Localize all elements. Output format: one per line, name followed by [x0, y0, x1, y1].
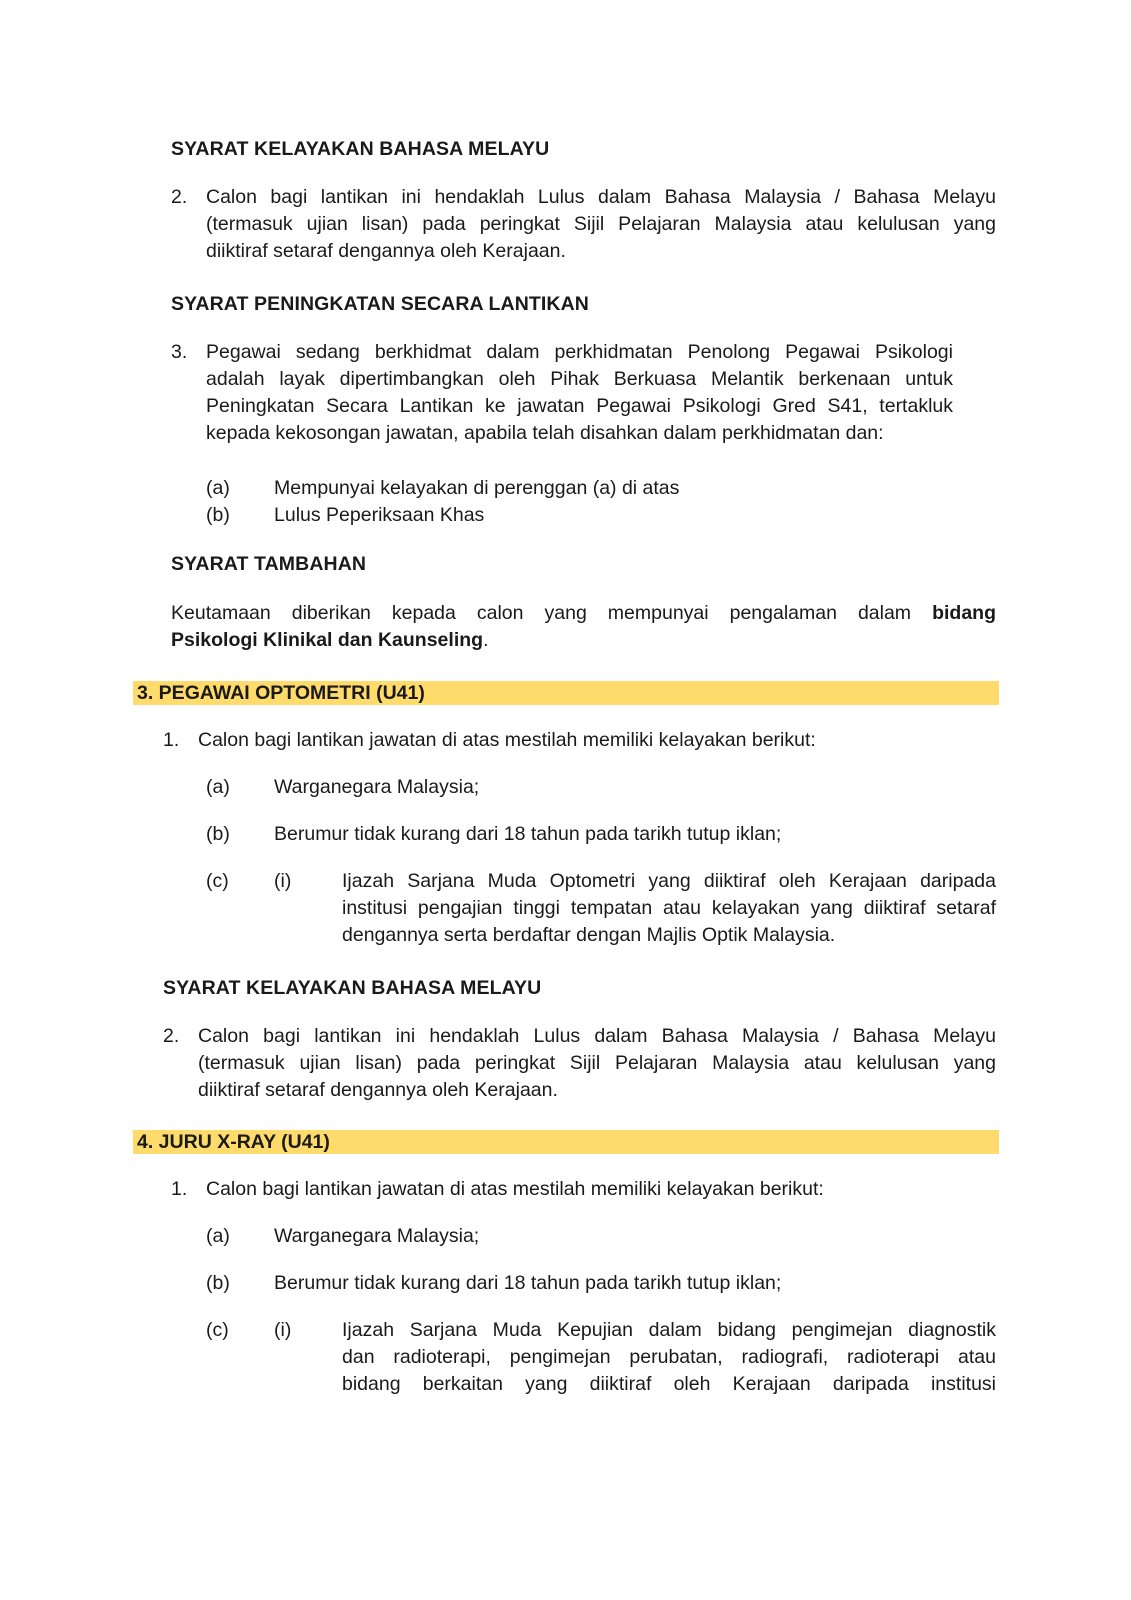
para-line: dan radioterapi, pengimejan perubatan, radiografi, radioterapi atau: [342, 1346, 996, 1368]
heading-syarat-tambahan: SYARAT TAMBAHAN: [171, 553, 367, 575]
para-line: dengannya serta berdaftar dengan Majlis Optik Malaysia.: [342, 924, 836, 946]
para-line: [171, 629, 488, 652]
para-number: 2.: [163, 1025, 180, 1047]
sub-item-label: (i): [274, 870, 292, 892]
para-line: Ijazah Sarjana Muda Optometri yang diiktiraf oleh Kerajaan daripada: [342, 870, 996, 892]
section-header-bar: [133, 1130, 999, 1154]
para-line: Pegawai sedang berkhidmat dalam perkhidmatan Penolong Pegawai Psikologi: [206, 341, 953, 363]
list-item-text: Lulus Peperiksaan Khas: [274, 504, 485, 526]
para-line: Calon bagi lantikan jawatan di atas mestilah memiliki kelayakan berikut:: [206, 1178, 824, 1200]
para-line: (termasuk ujian lisan) pada peringkat Sijil Pelajaran Malaysia atau kelulusan yang: [206, 213, 996, 235]
list-item-text: Berumur tidak kurang dari 18 tahun pada tarikh tutup iklan;: [274, 1272, 782, 1294]
list-item-label: (b): [206, 1272, 230, 1294]
list-item-label: (a): [206, 477, 230, 499]
para-line: Calon bagi lantikan ini hendaklah Lulus dalam Bahasa Malaysia / Bahasa Melayu: [206, 186, 996, 208]
list-item-label: (a): [206, 776, 230, 798]
para-line: diiktiraf setaraf dengannya oleh Kerajaan.: [198, 1079, 558, 1101]
list-item-text: Berumur tidak kurang dari 18 tahun pada tarikh tutup iklan;: [274, 823, 782, 845]
para-number: 1.: [163, 729, 180, 751]
para-line: [171, 602, 996, 625]
section-title: 4. JURU X-RAY (U41): [137, 1131, 330, 1153]
para-number: 3.: [171, 341, 188, 363]
section-title: 3. PEGAWAI OPTOMETRI (U41): [137, 682, 425, 704]
para-line: diiktiraf setaraf dengannya oleh Kerajaan.: [206, 240, 566, 262]
list-item-label: (c): [206, 1319, 229, 1341]
list-item-label: (b): [206, 823, 230, 845]
para-line: Peningkatan Secara Lantikan ke jawatan Pegawai Psikologi Gred S41, tertakluk: [206, 395, 953, 417]
sub-item-label: (i): [274, 1319, 292, 1341]
para-line: kepada kekosongan jawatan, apabila telah disahkan dalam perkhidmatan dan:: [206, 422, 884, 444]
list-item-text: Mempunyai kelayakan di perenggan (a) di atas: [274, 477, 680, 499]
para-line: Ijazah Sarjana Muda Kepujian dalam bidang pengimejan diagnostik: [342, 1319, 996, 1341]
para-line: (termasuk ujian lisan) pada peringkat Sijil Pelajaran Malaysia atau kelulusan yang: [198, 1052, 996, 1074]
list-item-label: (b): [206, 504, 230, 526]
list-item-text: Warganegara Malaysia;: [274, 1225, 480, 1247]
text-bold: bidang: [932, 602, 996, 624]
para-number: 2.: [171, 186, 188, 208]
para-line: bidang berkaitan yang diiktiraf oleh Kerajaan daripada institusi: [342, 1373, 996, 1395]
heading-syarat-bm-2: SYARAT KELAYAKAN BAHASA MELAYU: [163, 977, 542, 999]
para-number: 1.: [171, 1178, 188, 1200]
text-plain: Keutamaan diberikan kepada calon yang mempunyai pengalaman dalam: [171, 602, 912, 624]
list-item-label: (a): [206, 1225, 230, 1247]
para-line: Calon bagi lantikan jawatan di atas mestilah memiliki kelayakan berikut:: [198, 729, 816, 751]
list-item-label: (c): [206, 870, 229, 892]
section-header-bar: [133, 681, 999, 705]
para-line: Calon bagi lantikan ini hendaklah Lulus dalam Bahasa Malaysia / Bahasa Melayu: [198, 1025, 996, 1047]
text-bold: Psikologi Klinikal dan Kaunseling: [171, 629, 484, 651]
list-item-text: Warganegara Malaysia;: [274, 776, 480, 798]
para-line: institusi pengajian tinggi tempatan atau kelayakan yang diiktiraf setaraf: [342, 897, 996, 919]
text-plain: .: [483, 629, 489, 651]
para-line: adalah layak dipertimbangkan oleh Pihak Berkuasa Melantik berkenaan untuk: [206, 368, 953, 390]
heading-syarat-peningkatan: SYARAT PENINGKATAN SECARA LANTIKAN: [171, 293, 589, 315]
heading-syarat-bm-1: SYARAT KELAYAKAN BAHASA MELAYU: [171, 138, 550, 160]
